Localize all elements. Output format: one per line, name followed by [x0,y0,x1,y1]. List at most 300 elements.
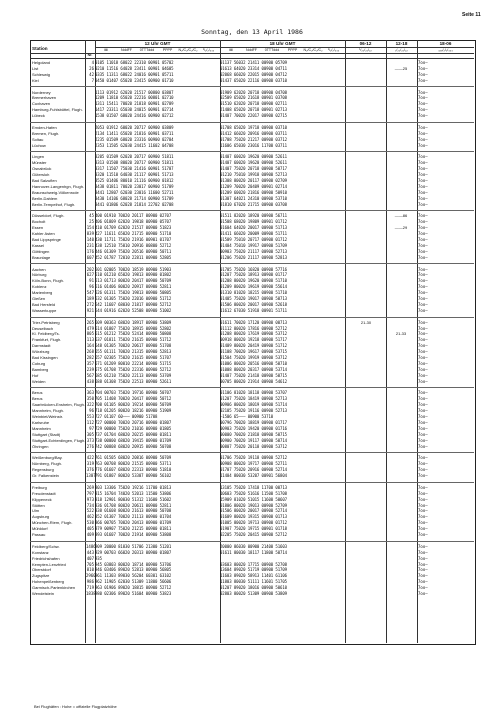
obs-18-utc: 01609 80020 19315 00900 01713 [220,514,287,520]
station-number: 1838 [86,591,96,596]
table-row [30,426,474,431]
station-number: 986 [86,579,94,585]
col-c-value: 7oo— [418,555,428,561]
group-divider [30,151,474,152]
obs-12-utc: 3320 11510 64030 21117 00901 51713 [95,172,174,178]
obs-18-utc: 00807 75020 20118 00900 53712 [220,443,287,449]
station-name: Bamberg [32,366,49,372]
station-name: Lingen [32,154,45,160]
station-name: Schleswig [32,71,51,77]
table-row [30,414,474,419]
station-name: Berus [32,396,43,402]
table-row [30,302,474,307]
col-c-value: 7oo— [418,178,428,183]
col-c-value: 7oo— [418,508,428,514]
obs-12-utc: 427 11611 65020 21715 00900 51710 [95,231,172,237]
table-row [30,467,474,472]
station-number: 627 [86,272,94,278]
station-number: 479 [86,325,94,331]
sub-12-label: N₂/C₂/C₂/C₂ [178,48,198,52]
obs-18-utc: 01706 75020 19118 00900 52712 [220,455,287,461]
table-row [30,249,474,254]
col-c-value: 7oo— [418,166,428,172]
station-name: Trier-Petrisberg [32,319,60,325]
obs-18-utc: 01508 68020 19809 00901 01712 [220,219,287,225]
obs-18-utc: 02803 80020 51309 00900 53809 [220,591,287,596]
station-name: Münster [32,160,47,166]
station-number: 1486 [86,543,96,549]
sub-12-label: PPPP [162,48,173,52]
obs-18-utc: 01810 67020 21715 00900 03708 [220,201,287,207]
obs-12-utc: 718 01205 80020 18216 00900 51909 [95,408,172,414]
col-c-value: 7oo— [418,567,428,573]
station-header: Station [32,46,48,51]
col-a-subheader: ¹/₂₂/₂₂/₂₂ [359,48,372,52]
obs-12-utc: 946 03406 89020 52813 00900 56805 [95,567,172,573]
station-name: Marienberg [32,290,53,296]
col-c-value: 7oo— [418,65,428,71]
obs-12-utc: 513 01713 80020 20417 00900 50709 [95,278,172,284]
col-c-value: 7oo— [418,136,428,142]
obs-18-utc: 00796 70020 18819 00900 01717 [220,419,287,425]
col-c-value: 7oo— [418,467,428,473]
col-b-header: 12-18 [395,41,408,46]
station-name: Weiden [32,378,46,384]
col-c-subheader: ₁₈₈/₂/₂/₃₃₃ [438,48,453,52]
table-row [30,272,474,277]
station-name: Lübeck [32,113,45,119]
obs-12-utc: 410 01709 62020 21517 00900 51823 [95,225,172,231]
station-name: Saarbrücken-Ensheim, Flugh. [32,402,85,408]
station-number: 357 [86,360,94,366]
station-name: München-Riem, Flugh. [32,520,73,526]
obs-12-utc: 893 01607 70020 21914 00900 53808 [95,532,172,537]
col-c-value: 7oo— [418,585,428,591]
obs-18-utc: 01207 89020 18016 00900 50610 [220,585,287,591]
obs-12-utc: 1417 23311 65030 24015 00901 02714 [95,107,174,113]
table-row [30,178,474,183]
obs-18-utc: 13604 89020 51719 00900 51709 [220,567,287,573]
obs-12-utc: 526 01311 75020 19813 00900 50805 [95,290,172,296]
table-row [30,267,474,272]
obs-12-utc: 935 [95,555,102,561]
col-c-value: 7oo— [418,284,428,290]
station-name: Karlsruhe [32,419,50,425]
obs-18-utc: 00900 70020 19117 00900 50714 [220,437,287,443]
station-number: 97 [89,425,94,431]
station-number: 705 [86,561,94,567]
obs-18-utc: 11612 67030 51918 00901 51711 [220,307,287,313]
col-c-value: 7oo— [418,107,428,113]
station-number: 530 [86,520,94,526]
station-number: 276 [86,443,94,449]
station-number: 265 [86,319,94,325]
col-c-value: 7oo— [418,372,428,378]
col-b-value: ——25 [394,65,408,71]
obs-18-utc: 01604 64020 20017 00900 51713 [220,225,287,231]
station-number: 422 [86,455,94,461]
obs-18-utc: 01405 75020 19017 00900 50713 [220,296,287,301]
obs-12-utc: 430 11711 75020 21916 00901 01707 [95,237,172,242]
table-row [30,567,474,572]
station-number: 272 [86,301,94,307]
col-c-value: 7oo— [418,579,428,585]
station-name: Bad Lippspringe [32,237,61,242]
obs-18-utc: 01308 80020 20117 00900 02709 [220,178,287,183]
header-divider [30,58,474,59]
col-c-value: 7oo— [418,461,428,467]
station-number: 797 [86,490,94,496]
obs-12-utc: 0335 11311 68022 24016 00901 05711 [95,71,174,77]
col-c-value: 7oo— [418,337,428,343]
station-number: 154 [86,225,94,231]
table-row [30,367,474,372]
table-row [30,591,474,596]
table-row [30,95,474,100]
col-c-value: 7oo— [418,549,428,555]
station-name: Koblenz [32,284,47,290]
obs-18-utc: 11603 89020 58913 11401 61106 [220,573,287,579]
obs-18-utc: 01411 66020 20009 00900 51711 [220,231,287,237]
station-number: 96 [89,284,94,290]
station-number: 734 [86,502,94,508]
col-c-value: 7oo— [418,437,428,443]
table-row [30,231,474,236]
station-number: 322 [86,402,94,408]
sub-12-label: 0TTTddd [139,48,155,52]
station-number: 164 [86,343,94,349]
col-a-header: 06-12 [359,41,372,46]
col-c-value: 7oo— [418,402,428,408]
obs-18-utc: 01404 75010 19917 00900 51709 [220,242,287,248]
col-c-value: 7oo— [418,573,428,579]
table-row [30,485,474,490]
footer-note: Bei Flughäfen : Hohe = offizielle Flugplatzhöhe [34,704,117,709]
col-c-value: 7oo— [418,189,428,195]
obs-12-utc: 737 01704 68020 20215 00900 01811 [95,431,172,437]
obs-12-utc: 532 01305 75020 22016 00900 51712 [95,296,172,301]
sub-12-label: NddFF [121,48,132,52]
obs-12-utc: 614 01807 75020 18915 00900 52802 [95,325,172,331]
col-c-value: 7oo— [418,419,428,425]
station-name: Kl. Feldberg/Ts. [32,331,60,337]
obs-18-utc: 10603 75020 51616 11500 51708 [220,490,287,496]
sub-18-label: N₂/C₂/C₂/C₂ [303,48,323,52]
group-divider [30,317,474,318]
col-c-value: 7oo— [418,77,428,83]
obs-12-utc: 838 01608 80020 21613 00900 50708 [95,508,172,514]
obs-18-utc: 02068 66020 22015 00900 04712 [220,71,287,77]
obs-18-utc: 11209 70020 20409 00901 02714 [220,183,287,189]
station-number: 407 [86,555,94,561]
station-name: Kiel [32,77,39,83]
group-divider [30,387,474,388]
obs-12-utc: 980 02306 89020 51604 00900 53823 [95,591,172,596]
col-c-value: 7oo— [418,431,428,437]
obs-12-utc: 648 01305 70020 20617 00900 51708 [95,343,172,349]
station-number: 25 [89,219,94,225]
station-name: Köln-Bonn, Flugh. [32,278,65,284]
table-row [30,160,474,165]
station-name: List [32,65,39,71]
table-row [30,390,474,395]
obs-18-utc: 01407 60020 19620 00900 52611 [220,160,287,166]
group-divider [30,541,474,542]
obs-12-utc: 705 11408 70020 20417 00900 50712 [95,396,172,402]
col-c-value: 7oo— [418,248,428,254]
station-name: Stuttgart-Echterdingen, Flugh. [32,437,86,443]
sub-12-label: ¹/₂/₂/₃₃₃ [202,48,215,52]
station-name: Osnabrück [32,166,52,172]
station-name: Gütersloh [32,172,50,178]
station-number: 268 [86,349,94,355]
obs-12-utc: 763 00708 80020 21515 00900 53711 [95,461,172,467]
col-c-value: 7oo— [418,113,428,119]
col-c-value: 7oo— [418,331,428,337]
table-row [30,402,474,407]
obs-18-utc: 01208 80020 19620 00900 51710 [220,278,287,284]
obs-18-utc: 01412 66020 20916 00900 03711 [220,130,287,136]
station-name: Stötten [32,502,45,508]
station-name: Göttingen [32,248,50,254]
table-row [30,361,474,366]
group-12-subheader [95,47,220,53]
page-number: Seite 11 [462,12,481,18]
col-c-value: 7oo— [418,502,428,508]
group-divider [30,210,474,211]
station-number: 4 [91,60,94,65]
table-row [30,320,474,325]
obs-18-utc: —1506 65——— 00900 53710 [220,414,274,419]
station-number: 810 [86,567,94,573]
col-c-value: 7oo— [418,130,428,136]
obs-12-utc: 879 00907 75020 21215 00900 01811 [95,526,172,532]
obs-12-utc: 818 12901 80030 51312 11600 51602 [95,496,172,502]
col-b-value: ——86 [394,213,408,219]
obs-18-utc: 01407 60020 19620 00900 52611 [220,154,287,160]
obs-18-utc: 01907 75020 19715 00901 01718 [220,526,287,532]
station-name: Hamburg-Fuhlsbüttel, Flugh. [32,107,83,113]
table-row [30,379,474,384]
sub-18-label: 0TTTddd [264,48,280,52]
obs-12-utc: 675 01708 75020 22316 00900 52712 [95,366,172,372]
col-c-value: 7oo— [418,425,428,431]
col-c-value: 7oo— [418,71,428,77]
obs-12-utc: 3441 12807 62030 23016 11600 52711 [95,189,174,195]
obs-12-utc: 1311 15411 70020 21818 00901 02709 [95,101,174,107]
station-name: Konstanz [32,549,49,555]
table-row [30,444,474,449]
table-row [30,72,474,77]
obs-18-utc: 11606 65030 23016 11700 03711 [220,142,287,148]
obs-18-utc: 01407 70020 22017 00900 02715 [220,113,287,119]
obs-12-utc: 803 13306 75020 19216 11700 01813 [95,484,172,490]
table-row [30,213,474,218]
obs-18-utc: 01407 75020 20718 00900 50717 [220,166,287,172]
sub-18-label: ¹/₂/₂/₃₃₃ [327,48,340,52]
table-row [30,331,474,336]
col-c-value: 7oo— [418,266,428,272]
group-divider [30,86,474,87]
table-row [30,532,474,537]
station-name: Bremerhaven [32,95,57,101]
obs-18-utc: 01108 70020 19617 00900 53715 [220,349,287,355]
col-c-value: 7oo— [418,154,428,160]
col-c-value: 7oo— [418,101,428,107]
group-18-header: 18 Uhr GMT [269,41,296,46]
group-12-header: 12 Uhr GMT [144,41,171,46]
table-row [30,355,474,360]
col-c-value: 7oo— [418,290,428,296]
station-name: Friedrichshafen [32,555,60,561]
station-name: Freudenstadt [32,490,56,496]
station-name: Mühldorf [32,526,48,532]
table-row [30,284,474,289]
obs-18-utc: 01206 75020 21117 00900 52813 [220,254,287,260]
obs-18-utc: 01611 80030 18117 11800 50714 [220,549,287,555]
station-name: Hohenpeißenberg [32,579,65,585]
obs-12-utc: 446 01309 75020 20516 00900 50711 [95,248,172,254]
station-name: Kahler Asten [32,231,55,237]
col-c-value: 7oo— [418,89,428,95]
table-row [30,137,474,142]
table-row [30,60,474,65]
obs-18-utc: 01310 81020 18215 00900 51710 [220,290,287,296]
station-number: 567 [86,372,94,378]
obs-12-utc: 2053 01912 60020 20717 00900 03809 [95,124,174,130]
col-c-value: 7oo— [418,484,428,490]
obs-18-utc: 01208 80020 17619 00900 53712 [220,331,287,337]
station-name: Wendelstein [32,591,54,596]
group-divider [30,122,474,123]
station-name: Oberstdorf [32,567,51,573]
table-row [30,373,474,378]
col-c-value: 7oo— [418,219,428,225]
obs-12-utc: 3430 14106 68028 21714 00900 51709 [95,195,174,201]
station-name: Berus [32,390,43,396]
obs-12-utc: 1538 01507 68020 24416 00900 02712 [95,113,174,119]
table-row [30,473,474,478]
group-divider [30,452,474,453]
station-name: Bocholt [32,219,46,225]
station-name: Helgoland [32,60,51,65]
obs-18-utc: 01510 62020 20718 00900 02711 [220,101,287,107]
station-number: 1307 [86,473,96,478]
table-row [30,556,474,561]
obs-12-utc: 3441 01806 62028 21814 22702 02708 [95,201,174,207]
obs-18-utc: 00903 75020 21117 00900 52713 [220,248,287,254]
obs-12-utc: 0210 11516 64028 23411 00901 04605 [95,65,174,71]
obs-12-utc: 1113 01912 62020 21517 00800 03807 [95,89,174,95]
station-name: Essen [32,225,44,231]
station-number: 202 [86,266,94,272]
col-c-value: 7oo— [418,142,428,148]
station-number: 42 [89,71,94,77]
obs-18-utc: 01509 75010 20717 00900 01712 [220,237,287,242]
station-name: Weinbiet/Weinstr. [32,414,63,419]
table-row [30,508,474,513]
obs-18-utc: 01407 75020 21418 00900 50715 [220,372,287,378]
station-name: Garmisch-Partenkirchen [32,585,76,591]
station-name: Bad Hersfeld [32,301,56,307]
station-name: Bad Salzuflen [32,178,57,183]
station-number: 239 [86,366,94,372]
col-c-value: 7oo— [418,360,428,366]
table-row [30,573,474,578]
obs-12-utc: 0450 01407 65020 23415 00900 01710 [95,77,174,83]
station-name: Nürnberg, Flugh. [32,461,63,467]
station-number: 409 [86,532,94,537]
col-c-value: 7oo— [418,396,428,402]
table-row [30,184,474,189]
obs-12-utc: 400 01910 70020 20117 00900 02707 [95,213,172,219]
col-c-value: 7oo— [418,343,428,349]
obs-12-utc: 738 00000 68020 19415 00900 01709 [95,437,172,443]
station-number: 140 [86,237,94,242]
station-number: 231 [86,242,94,248]
col-c-value: 7oo— [418,296,428,301]
obs-12-utc: 544 01916 62020 52508 00900 51002 [95,307,172,313]
station-number: 189 [86,296,94,301]
obs-12-utc: 501 02005 70020 18519 00900 51903 [95,266,172,272]
obs-12-utc: 3438 01811 70020 23017 00900 51709 [95,183,174,189]
table-row [30,125,474,130]
station-name: Lüchow [32,142,46,148]
col-c-value: 7oo— [418,490,428,496]
obs-18-utc: 01506 80020 20017 00900 52618 [220,301,287,307]
station-name: Bad Kissingen [32,355,58,360]
table-row [30,255,474,260]
station-name: Hof [32,372,39,378]
obs-12-utc: 909 20000 81030 51706 21300 51201 [95,543,172,549]
document-title: Sonntag, den 13 April 1986 [201,28,303,36]
table-row [30,113,474,118]
group-18-subheader [220,47,345,53]
station-number: 2960 [86,573,96,579]
obs-12-utc: 3313 01508 80020 20717 00900 51811 [95,160,174,166]
station-number: 112 [86,419,94,425]
obs-18-utc: 02509 65020 21618 00901 03708 [220,95,287,101]
obs-12-utc: 742 00808 68020 20915 00900 50708 [95,443,172,449]
station-name: Augsburg [32,514,50,520]
table-row [30,337,474,342]
obs-12-utc: 852 01307 70020 21113 00900 01704 [95,514,172,520]
obs-12-utc: 963 01906 89020 18815 00900 52712 [95,585,172,591]
station-number: 91 [89,278,94,284]
station-number: 607 [86,254,94,260]
col-c-value: 7oo— [418,95,428,101]
station-number: 282 [86,355,94,360]
station-name: Soltau [32,136,44,142]
station-number: 305 [86,431,94,437]
obs-12-utc: 615 01212 75020 52414 00900 50808 [95,331,172,337]
station-name: Stuttgart (Stadt) [32,431,61,437]
table-row [30,154,474,159]
station-name: Düsseldorf, Flugh. [32,213,65,219]
col-c-value: 7oo— [418,254,428,260]
station-number: 113 [86,337,94,343]
col-c-value: 7oo— [418,213,428,219]
sub-18-label: PPPP [287,48,298,52]
station-name: Braunschweig-Völkenrode [32,189,79,195]
col-c-value: 7oo— [418,526,428,532]
obs-18-utc: 01437 65020 22116 00900 03710 [220,77,287,83]
col-c-value: 7oo— [418,455,428,461]
obs-18-utc: 01705 75020 16820 00900 57716 [220,266,287,272]
station-name: Würzburg [32,349,50,355]
obs-18-utc: 01008 80020 20317 00900 53714 [220,366,287,372]
table-row [30,166,474,171]
